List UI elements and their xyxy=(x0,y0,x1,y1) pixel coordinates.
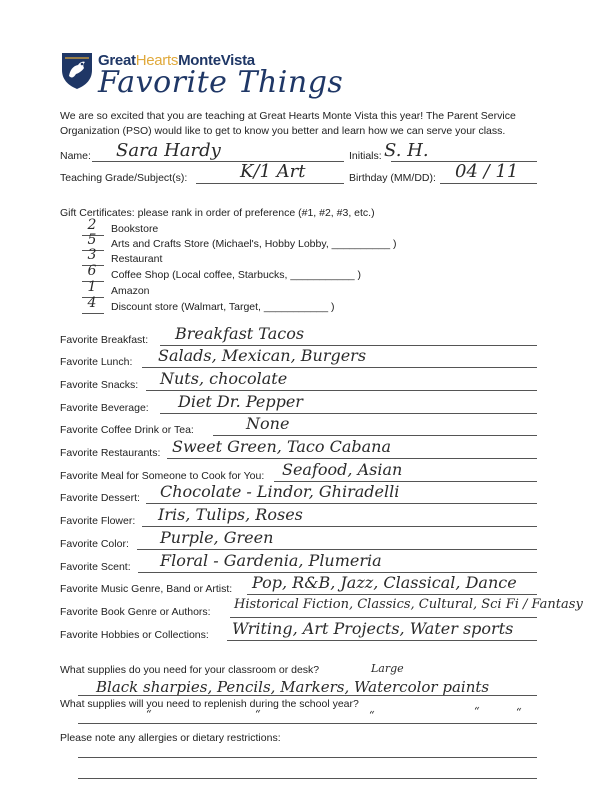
gift-rank-arts-crafts[interactable]: 5 xyxy=(87,232,97,248)
favorite-lunch-value[interactable]: Salads, Mexican, Burgers xyxy=(158,346,367,365)
grade-underline xyxy=(196,183,344,184)
favorite-dessert-value[interactable]: Chocolate - Lindor, Ghiradelli xyxy=(160,482,400,501)
name-underline xyxy=(92,161,344,162)
supplies-note: Large xyxy=(371,662,404,675)
gift-rank-coffee-shop[interactable]: 6 xyxy=(87,263,97,279)
favorite-underline xyxy=(142,367,537,368)
gift-rank-discount-store[interactable]: 4 xyxy=(87,295,97,311)
ditto-mark: “ xyxy=(255,708,261,721)
gift-rank-amazon[interactable]: 1 xyxy=(87,279,97,295)
favorite-label: Favorite Meal for Someone to Cook for You: xyxy=(60,470,265,482)
favorite-label: Favorite Hobbies or Collections: xyxy=(60,629,209,641)
grade-label: Teaching Grade/Subject(s): xyxy=(60,172,188,184)
favorite-label: Favorite Scent: xyxy=(60,561,131,573)
favorite-restaurants-value[interactable]: Sweet Green, Taco Cabana xyxy=(172,437,392,456)
favorite-label: Favorite Breakfast: xyxy=(60,334,149,346)
favorite-meal-value[interactable]: Seafood, Asian xyxy=(282,460,403,479)
favorite-underline xyxy=(146,390,537,391)
ditto-mark: “ xyxy=(369,709,375,722)
birthday-label: Birthday (MM/DD): xyxy=(349,172,436,184)
gift-label-discount-store: Discount store (Walmart, Target, ___________ ) xyxy=(111,301,335,313)
favorite-label: Favorite Snacks: xyxy=(60,379,139,391)
favorite-breakfast-value[interactable]: Breakfast Tacos xyxy=(175,324,305,343)
brand-name: GreatHeartsMonteVista xyxy=(98,52,255,69)
ditto-mark: “ xyxy=(146,708,152,721)
gift-label-bookstore: Bookstore xyxy=(111,223,159,235)
favorite-coffee-value[interactable]: None xyxy=(246,414,290,433)
ditto-mark: “ xyxy=(474,705,480,718)
replenish-question: What supplies will you need to replenish during the school year? xyxy=(60,698,359,710)
name-label: Name: xyxy=(60,150,91,162)
gift-rank-bookstore[interactable]: 2 xyxy=(87,217,97,233)
supplies-question: What supplies do you need for your classroom or desk? xyxy=(60,664,320,676)
allergies-question: Please note any allergies or dietary restrictions: xyxy=(60,732,281,744)
birthday-underline xyxy=(440,183,537,184)
intro-text: We are so excited that you are teaching at Great Hearts Monte Vista this year! The Parent Service Organization (PSO) would like to get to know you better and learn how we can serve your class. xyxy=(60,110,516,137)
gift-heading: Gift Certificates: please rank in order of preference (#1, #2, #3, etc.) xyxy=(60,207,375,219)
favorite-beverage-value[interactable]: Diet Dr. Pepper xyxy=(178,392,303,411)
allergies-underline-2[interactable] xyxy=(78,778,537,779)
gift-label-restaurant: Restaurant xyxy=(111,253,163,265)
gift-label-arts-crafts: Arts and Crafts Store (Michael's, Hobby Lobby, __________ ) xyxy=(111,238,397,250)
favorite-hobbies-value[interactable]: Writing, Art Projects, Water sports xyxy=(232,619,514,638)
gift-label-coffee-shop: Coffee Shop (Local coffee, Starbucks, ___________ ) xyxy=(111,269,362,281)
favorite-underline xyxy=(213,435,537,436)
form-title: Favorite Things xyxy=(98,65,344,100)
favorite-underline xyxy=(167,458,537,459)
ditto-mark: “ xyxy=(516,706,522,719)
favorite-label: Favorite Coffee Drink or Tea: xyxy=(60,424,194,436)
supplies-underline xyxy=(78,695,537,696)
favorite-book-value[interactable]: Historical Fiction, Classics, Cultural, Sci Fi / Fantasy xyxy=(234,597,583,612)
initials-field[interactable]: S. H. xyxy=(384,140,429,161)
favorite-label: Favorite Flower: xyxy=(60,515,136,527)
allergies-underline-1[interactable] xyxy=(78,757,537,758)
favorite-underline xyxy=(142,526,537,527)
initials-label: Initials: xyxy=(349,150,382,162)
favorite-snacks-value[interactable]: Nuts, chocolate xyxy=(160,369,288,388)
favorite-label: Favorite Dessert: xyxy=(60,492,140,504)
favorite-underline xyxy=(160,413,537,414)
favorite-music-value[interactable]: Pop, R&B, Jazz, Classical, Dance xyxy=(252,573,517,592)
gift-rank-restaurant[interactable]: 3 xyxy=(87,247,97,263)
favorite-underline xyxy=(137,549,537,550)
favorite-label: Favorite Book Genre or Authors: xyxy=(60,606,211,618)
favorite-flower-value[interactable]: Iris, Tulips, Roses xyxy=(158,505,303,524)
favorite-underline xyxy=(146,503,537,504)
favorite-underline xyxy=(230,617,537,618)
favorite-label: Favorite Color: xyxy=(60,538,129,550)
favorite-label: Favorite Lunch: xyxy=(60,356,133,368)
supplies-answer[interactable]: Black sharpies, Pencils, Markers, Watercolor paints xyxy=(96,678,490,696)
favorite-label: Favorite Restaurants: xyxy=(60,447,161,459)
name-field[interactable]: Sara Hardy xyxy=(116,140,221,161)
shield-logo-icon xyxy=(60,50,94,90)
grade-field[interactable]: K/1 Art xyxy=(240,161,306,182)
birthday-field[interactable]: 04 / 11 xyxy=(455,161,519,182)
replenish-underline xyxy=(78,723,537,724)
gift-rank-line xyxy=(82,313,104,314)
favorite-color-value[interactable]: Purple, Green xyxy=(160,528,274,547)
favorite-underline xyxy=(247,594,537,595)
favorite-scent-value[interactable]: Floral - Gardenia, Plumeria xyxy=(160,551,382,570)
favorite-label: Favorite Beverage: xyxy=(60,402,149,414)
gift-label-amazon: Amazon xyxy=(111,285,150,297)
favorite-label: Favorite Music Genre, Band or Artist: xyxy=(60,583,233,595)
favorite-underline xyxy=(227,640,537,641)
